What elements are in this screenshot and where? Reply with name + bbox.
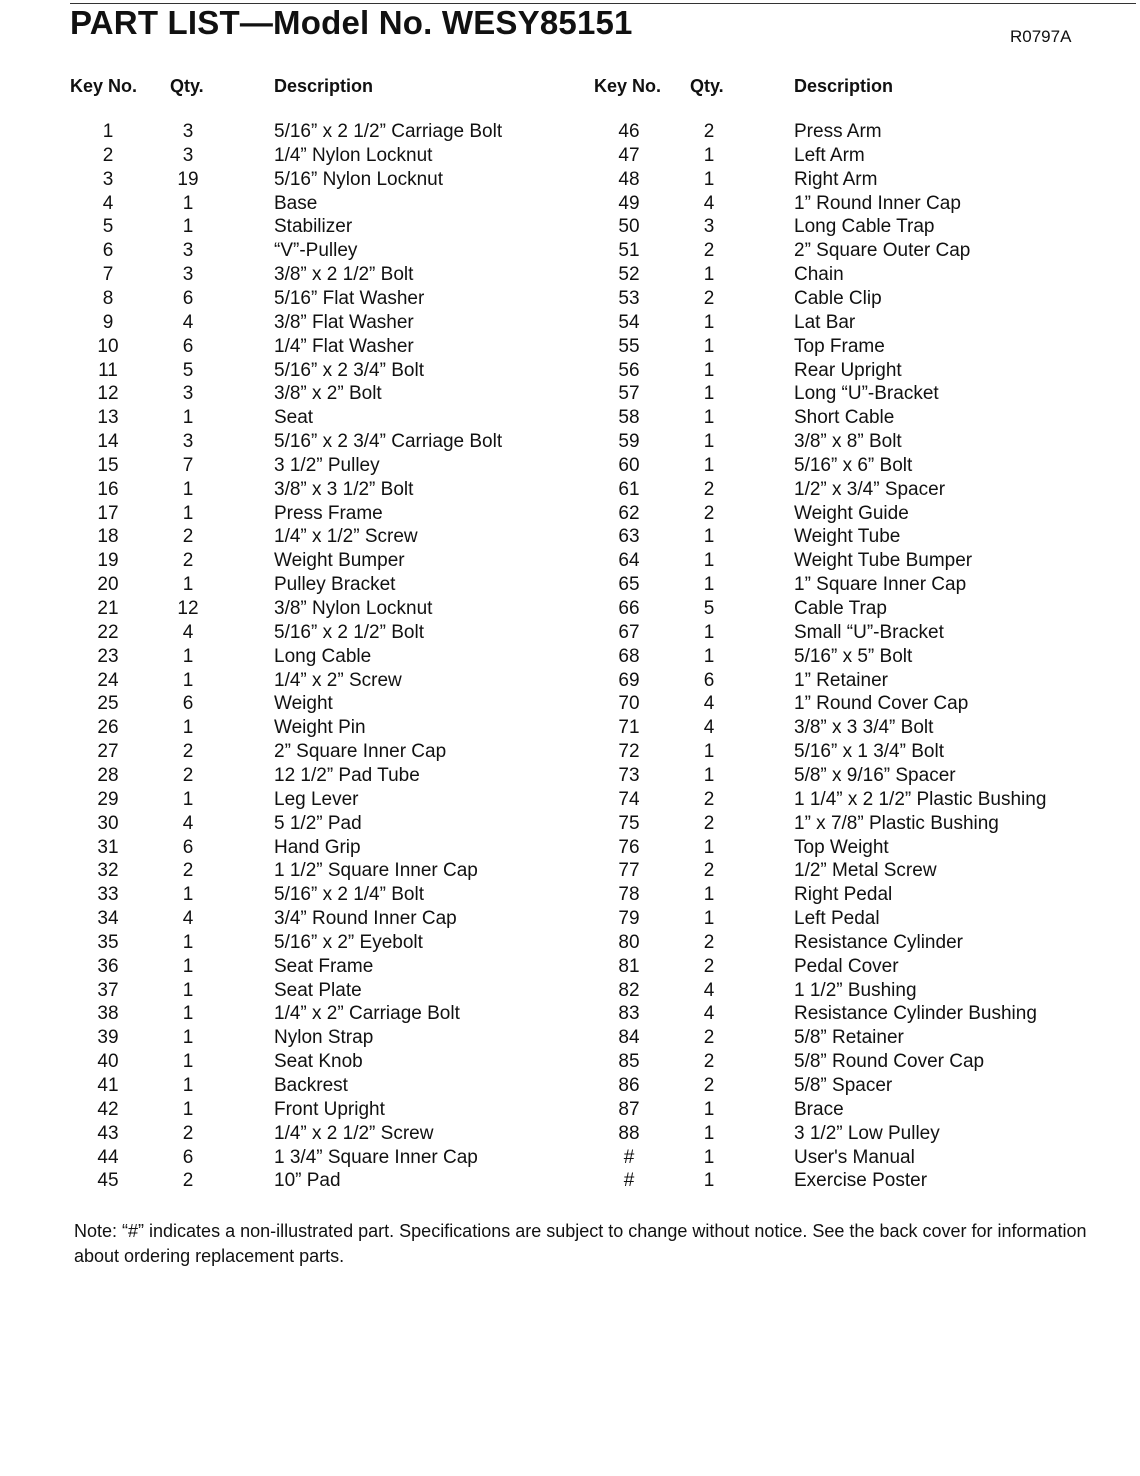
part-qty: 1 bbox=[182, 502, 194, 524]
part-key-no: 18 bbox=[97, 526, 119, 548]
part-qty: 1 bbox=[182, 1027, 194, 1049]
part-key-no: 10 bbox=[97, 335, 119, 357]
part-key-no: 26 bbox=[97, 717, 119, 739]
part-key-no: 66 bbox=[618, 598, 640, 619]
part-qty: 3 bbox=[182, 264, 194, 286]
part-qty: 6 bbox=[182, 693, 194, 715]
part-qty: 4 bbox=[182, 311, 194, 333]
part-description: 1/4” x 1/2” Screw bbox=[274, 526, 418, 548]
part-qty: 1 bbox=[182, 979, 194, 1001]
part-key-no: 34 bbox=[97, 908, 119, 930]
part-qty: 4 bbox=[703, 717, 715, 739]
part-key-no: 1 bbox=[102, 121, 114, 142]
part-description: 1/2” Metal Screw bbox=[794, 860, 937, 882]
part-key-no: # bbox=[623, 1170, 635, 1192]
part-description: 1” x 7/8” Plastic Bushing bbox=[794, 812, 999, 834]
part-qty: 1 bbox=[182, 1075, 194, 1096]
part-key-no: 53 bbox=[618, 287, 640, 309]
part-key-no: 31 bbox=[97, 836, 119, 858]
part-key-no: 17 bbox=[97, 502, 119, 524]
part-qty: 19 bbox=[177, 168, 199, 190]
part-key-no: 8 bbox=[102, 287, 114, 309]
part-key-no: 7 bbox=[102, 264, 114, 286]
part-qty: 4 bbox=[703, 693, 715, 715]
part-description: 1/4” Nylon Locknut bbox=[274, 144, 433, 166]
part-description: Weight Pin bbox=[274, 717, 366, 739]
part-qty: 1 bbox=[182, 478, 194, 500]
page-title: PART LIST—Model No. WESY85151 bbox=[70, 4, 633, 41]
part-qty: 2 bbox=[703, 788, 715, 810]
part-key-no: 36 bbox=[97, 955, 119, 977]
part-key-no: 85 bbox=[618, 1051, 640, 1073]
part-key-no: 71 bbox=[618, 717, 640, 739]
part-key-no: 22 bbox=[97, 621, 119, 643]
part-key-no: 74 bbox=[618, 788, 640, 810]
part-key-no: 50 bbox=[618, 216, 640, 238]
part-key-no: 32 bbox=[97, 860, 119, 882]
part-description: Right Pedal bbox=[794, 884, 893, 906]
part-qty: 1 bbox=[182, 955, 194, 977]
part-qty: 6 bbox=[182, 1146, 194, 1168]
part-key-no: 62 bbox=[618, 502, 640, 524]
part-key-no: 23 bbox=[97, 645, 119, 667]
part-qty: 2 bbox=[703, 478, 715, 500]
part-qty: 4 bbox=[703, 979, 715, 1001]
part-description: Exercise Poster bbox=[794, 1170, 928, 1192]
part-description: User's Manual bbox=[794, 1146, 915, 1168]
left-header-description: Description bbox=[274, 76, 374, 96]
part-description: Short Cable bbox=[794, 407, 895, 429]
part-key-no: 20 bbox=[97, 574, 119, 596]
part-qty: 4 bbox=[703, 1003, 715, 1025]
part-qty: 6 bbox=[182, 335, 194, 357]
part-description: Weight Tube bbox=[794, 526, 901, 548]
part-description: 5/16” x 2 1/2” Carriage Bolt bbox=[274, 121, 503, 142]
part-qty: 1 bbox=[703, 335, 715, 357]
part-qty: 6 bbox=[703, 669, 715, 691]
part-description: 3 1/2” Pulley bbox=[274, 454, 380, 476]
part-key-no: 49 bbox=[618, 192, 640, 214]
part-key-no: 75 bbox=[618, 812, 640, 834]
part-qty: 1 bbox=[703, 311, 715, 333]
part-key-no: 27 bbox=[97, 741, 119, 763]
part-description: 3/8” x 8” Bolt bbox=[794, 431, 902, 453]
part-qty: 1 bbox=[182, 216, 194, 238]
part-key-no: 58 bbox=[618, 407, 640, 429]
part-key-no: 45 bbox=[97, 1170, 119, 1192]
part-qty: 1 bbox=[703, 764, 715, 786]
part-description: 5/16” x 6” Bolt bbox=[794, 454, 913, 476]
part-description: Top Weight bbox=[794, 836, 889, 858]
part-description: 5/16” x 2 3/4” Bolt bbox=[274, 359, 424, 381]
part-description: Seat Plate bbox=[274, 979, 362, 1001]
part-description: Resistance Cylinder bbox=[794, 931, 963, 953]
part-key-no: 29 bbox=[97, 788, 119, 810]
part-key-no: 46 bbox=[618, 121, 640, 142]
part-qty: 1 bbox=[703, 884, 715, 906]
part-qty: 1 bbox=[703, 168, 715, 190]
part-description: Top Frame bbox=[794, 335, 885, 357]
part-key-no: 24 bbox=[97, 669, 119, 691]
part-qty: 3 bbox=[182, 383, 194, 405]
part-qty: 1 bbox=[703, 1122, 715, 1144]
part-qty: 1 bbox=[703, 264, 715, 286]
part-key-no: 79 bbox=[618, 908, 640, 930]
part-description: 2” Square Inner Cap bbox=[274, 741, 447, 763]
part-key-no: 68 bbox=[618, 645, 640, 667]
part-qty: 2 bbox=[182, 1122, 194, 1144]
part-key-no: 39 bbox=[97, 1027, 119, 1049]
part-description: 1” Retainer bbox=[794, 669, 888, 691]
part-description: Weight Tube Bumper bbox=[794, 550, 973, 572]
part-qty: 1 bbox=[182, 407, 194, 429]
part-description: Press Arm bbox=[794, 121, 882, 142]
part-qty: 1 bbox=[703, 431, 715, 453]
part-qty: 2 bbox=[703, 287, 715, 309]
part-key-no: 9 bbox=[102, 311, 114, 333]
part-description: 1/4” Flat Washer bbox=[274, 335, 414, 357]
part-key-no: 48 bbox=[618, 168, 640, 190]
part-key-no: 25 bbox=[97, 693, 119, 715]
part-qty: 1 bbox=[703, 359, 715, 381]
part-key-no: 86 bbox=[618, 1075, 640, 1096]
part-qty: 6 bbox=[182, 836, 194, 858]
part-key-no: 67 bbox=[618, 621, 640, 643]
part-qty: 3 bbox=[182, 121, 194, 142]
part-key-no: 47 bbox=[618, 144, 640, 166]
part-description: 5 1/2” Pad bbox=[274, 812, 362, 834]
part-qty: 1 bbox=[703, 908, 715, 930]
part-qty: 1 bbox=[703, 1098, 715, 1120]
footnote: Note: “#” indicates a non-illustrated part. Specifications are subject to change without notice. See the back cover for information about ordering replacement parts. bbox=[74, 1221, 1087, 1266]
part-qty: 4 bbox=[182, 621, 194, 643]
part-description: Pulley Bracket bbox=[274, 574, 396, 596]
part-qty: 2 bbox=[182, 764, 194, 786]
part-key-no: 15 bbox=[97, 454, 119, 476]
part-description: 5/16” x 2 1/4” Bolt bbox=[274, 884, 424, 906]
part-key-no: 44 bbox=[97, 1146, 119, 1168]
part-description: 2” Square Outer Cap bbox=[794, 240, 971, 262]
part-qty: 1 bbox=[182, 717, 194, 739]
part-description: Left Arm bbox=[794, 144, 865, 166]
part-key-no: # bbox=[623, 1146, 635, 1168]
part-description: 1/4” x 2 1/2” Screw bbox=[274, 1122, 434, 1144]
part-key-no: 57 bbox=[618, 383, 640, 405]
part-qty: 1 bbox=[182, 788, 194, 810]
part-key-no: 59 bbox=[618, 431, 640, 453]
part-qty: 1 bbox=[182, 645, 194, 667]
part-qty: 2 bbox=[703, 860, 715, 882]
part-qty: 1 bbox=[703, 574, 715, 596]
part-key-no: 30 bbox=[97, 812, 119, 834]
part-qty: 2 bbox=[703, 931, 715, 953]
part-description: Hand Grip bbox=[274, 836, 361, 858]
part-description: 5/16” x 2 3/4” Carriage Bolt bbox=[274, 431, 503, 453]
part-qty: 1 bbox=[703, 645, 715, 667]
part-key-no: 61 bbox=[618, 478, 640, 500]
part-qty: 2 bbox=[703, 812, 715, 834]
part-qty: 1 bbox=[182, 884, 194, 906]
part-description: Cable Trap bbox=[794, 598, 887, 619]
part-description: Leg Lever bbox=[274, 788, 359, 810]
part-key-no: 13 bbox=[97, 407, 119, 429]
part-key-no: 72 bbox=[618, 741, 640, 763]
part-qty: 1 bbox=[703, 836, 715, 858]
part-qty: 3 bbox=[182, 431, 194, 453]
part-description: Lat Bar bbox=[794, 311, 856, 333]
part-qty: 7 bbox=[182, 454, 194, 476]
part-description: Right Arm bbox=[794, 168, 878, 190]
right-header-key: Key No. bbox=[594, 76, 662, 96]
part-qty: 1 bbox=[703, 621, 715, 643]
part-qty: 1 bbox=[703, 526, 715, 548]
part-description: 1” Round Inner Cap bbox=[794, 192, 961, 214]
part-description: Small “U”-Bracket bbox=[794, 621, 944, 643]
part-description: Stabilizer bbox=[274, 216, 353, 238]
part-description: Pedal Cover bbox=[794, 955, 899, 977]
part-qty: 1 bbox=[182, 192, 194, 214]
part-description: 3 1/2” Low Pulley bbox=[794, 1122, 940, 1144]
part-qty: 2 bbox=[703, 502, 715, 524]
part-qty: 2 bbox=[182, 860, 194, 882]
part-description: 1/4” x 2” Carriage Bolt bbox=[274, 1003, 460, 1025]
part-qty: 12 bbox=[177, 598, 199, 619]
part-description: Weight Guide bbox=[794, 502, 909, 524]
part-description: 10” Pad bbox=[274, 1170, 341, 1192]
part-key-no: 82 bbox=[618, 979, 640, 1001]
part-qty: 6 bbox=[182, 287, 194, 309]
part-key-no: 28 bbox=[97, 764, 119, 786]
part-qty: 3 bbox=[182, 144, 194, 166]
part-key-no: 77 bbox=[618, 860, 640, 882]
part-qty: 3 bbox=[182, 240, 194, 262]
part-qty: 1 bbox=[703, 1170, 715, 1192]
part-description: 5/8” Retainer bbox=[794, 1027, 904, 1049]
part-description: Seat Knob bbox=[274, 1051, 363, 1073]
part-qty: 2 bbox=[182, 526, 194, 548]
part-qty: 1 bbox=[703, 383, 715, 405]
part-qty: 1 bbox=[182, 574, 194, 596]
part-description: 5/8” x 9/16” Spacer bbox=[794, 764, 956, 786]
part-key-no: 11 bbox=[98, 359, 118, 381]
left-header-qty: Qty. bbox=[170, 76, 204, 96]
left-header-key: Key No. bbox=[70, 76, 138, 96]
part-description: Seat bbox=[274, 407, 314, 429]
part-description: Front Upright bbox=[274, 1098, 385, 1120]
part-key-no: 5 bbox=[102, 216, 114, 238]
part-description: 12 1/2” Pad Tube bbox=[274, 764, 420, 786]
part-key-no: 42 bbox=[97, 1098, 119, 1120]
part-description: Brace bbox=[794, 1098, 844, 1120]
part-qty: 2 bbox=[182, 1170, 194, 1192]
part-description: 3/8” Nylon Locknut bbox=[274, 598, 433, 619]
part-qty: 1 bbox=[182, 1003, 194, 1025]
part-key-no: 65 bbox=[618, 574, 640, 596]
part-description: 3/4” Round Inner Cap bbox=[274, 908, 457, 930]
part-description: Weight bbox=[274, 693, 333, 715]
part-qty: 1 bbox=[703, 550, 715, 572]
part-description: 5/16” Flat Washer bbox=[274, 287, 425, 309]
part-key-no: 33 bbox=[97, 884, 119, 906]
part-key-no: 55 bbox=[618, 335, 640, 357]
part-description: Resistance Cylinder Bushing bbox=[794, 1003, 1037, 1025]
part-description: Press Frame bbox=[274, 502, 383, 524]
part-key-no: 43 bbox=[97, 1122, 119, 1144]
part-key-no: 35 bbox=[97, 931, 119, 953]
part-key-no: 2 bbox=[102, 144, 114, 166]
part-qty: 2 bbox=[182, 741, 194, 763]
part-qty: 3 bbox=[703, 216, 715, 238]
part-qty: 2 bbox=[703, 240, 715, 262]
right-header-description: Description bbox=[794, 76, 894, 96]
part-qty: 1 bbox=[703, 741, 715, 763]
part-description: 1” Round Cover Cap bbox=[794, 693, 969, 715]
part-key-no: 69 bbox=[618, 669, 640, 691]
part-key-no: 21 bbox=[97, 598, 119, 619]
part-key-no: 52 bbox=[618, 264, 640, 286]
part-key-no: 81 bbox=[618, 955, 640, 977]
part-description: Backrest bbox=[274, 1075, 348, 1096]
part-key-no: 6 bbox=[102, 240, 114, 262]
part-qty: 5 bbox=[182, 359, 194, 381]
part-key-no: 84 bbox=[618, 1027, 640, 1049]
part-qty: 1 bbox=[182, 1098, 194, 1120]
part-description: Weight Bumper bbox=[274, 550, 405, 572]
part-qty: 1 bbox=[182, 1051, 194, 1073]
part-description: “V”-Pulley bbox=[274, 240, 358, 262]
part-description: 5/16” Nylon Locknut bbox=[274, 168, 443, 190]
part-description: Long “U”-Bracket bbox=[794, 383, 939, 405]
part-qty: 1 bbox=[703, 144, 715, 166]
part-key-no: 73 bbox=[618, 764, 640, 786]
part-description: 1” Square Inner Cap bbox=[794, 574, 967, 596]
part-key-no: 80 bbox=[618, 931, 640, 953]
part-key-no: 19 bbox=[97, 550, 119, 572]
part-description: 3/8” x 3 1/2” Bolt bbox=[274, 478, 414, 500]
part-description: Chain bbox=[794, 264, 844, 286]
part-qty: 4 bbox=[182, 812, 194, 834]
part-description: 3/8” x 2 1/2” Bolt bbox=[274, 264, 414, 286]
part-key-no: 63 bbox=[618, 526, 640, 548]
right-header-qty: Qty. bbox=[690, 76, 724, 96]
part-key-no: 41 bbox=[97, 1075, 119, 1096]
part-key-no: 78 bbox=[618, 884, 640, 906]
part-description: Rear Upright bbox=[794, 359, 902, 381]
part-qty: 5 bbox=[703, 598, 715, 619]
part-qty: 2 bbox=[703, 1051, 715, 1073]
part-description: Cable Clip bbox=[794, 287, 882, 309]
part-description: 5/16” x 2 1/2” Bolt bbox=[274, 621, 424, 643]
document-code: R0797A bbox=[1010, 27, 1072, 46]
part-description: Long Cable Trap bbox=[794, 216, 935, 238]
part-description: 5/8” Spacer bbox=[794, 1075, 893, 1096]
part-key-no: 51 bbox=[618, 240, 640, 262]
part-key-no: 37 bbox=[97, 979, 119, 1001]
part-key-no: 56 bbox=[618, 359, 640, 381]
part-key-no: 12 bbox=[97, 383, 119, 405]
part-description: 1 1/4” x 2 1/2” Plastic Bushing bbox=[794, 788, 1047, 810]
part-description: 1 1/2” Bushing bbox=[794, 979, 917, 1001]
part-description: 1/2” x 3/4” Spacer bbox=[794, 478, 946, 500]
part-description: Seat Frame bbox=[274, 955, 374, 977]
part-qty: 2 bbox=[703, 1075, 715, 1096]
part-description: Long Cable bbox=[274, 645, 372, 667]
part-qty: 2 bbox=[703, 955, 715, 977]
part-description: Base bbox=[274, 192, 318, 214]
part-description: 5/16” x 1 3/4” Bolt bbox=[794, 741, 944, 763]
part-description: 5/16” x 5” Bolt bbox=[794, 645, 913, 667]
part-qty: 4 bbox=[182, 908, 194, 930]
part-description: Left Pedal bbox=[794, 908, 880, 930]
part-description: 1 1/2” Square Inner Cap bbox=[274, 860, 478, 882]
part-key-no: 40 bbox=[97, 1051, 119, 1073]
part-qty: 1 bbox=[182, 669, 194, 691]
part-qty: 1 bbox=[703, 454, 715, 476]
part-qty: 2 bbox=[182, 550, 194, 572]
part-key-no: 4 bbox=[102, 192, 114, 214]
part-key-no: 14 bbox=[97, 431, 119, 453]
part-qty: 4 bbox=[703, 192, 715, 214]
part-key-no: 83 bbox=[618, 1003, 640, 1025]
part-key-no: 76 bbox=[618, 836, 640, 858]
part-qty: 1 bbox=[182, 931, 194, 953]
part-qty: 1 bbox=[703, 407, 715, 429]
part-key-no: 64 bbox=[618, 550, 640, 572]
part-description: 3/8” x 2” Bolt bbox=[274, 383, 382, 405]
part-key-no: 38 bbox=[97, 1003, 119, 1025]
part-qty: 1 bbox=[703, 1146, 715, 1168]
part-description: 5/8” Round Cover Cap bbox=[794, 1051, 985, 1073]
part-key-no: 70 bbox=[618, 693, 640, 715]
part-description: 1/4” x 2” Screw bbox=[274, 669, 402, 691]
part-description: Nylon Strap bbox=[274, 1027, 374, 1049]
part-key-no: 16 bbox=[97, 478, 119, 500]
part-description: 5/16” x 2” Eyebolt bbox=[274, 931, 423, 953]
part-description: 3/8” Flat Washer bbox=[274, 311, 414, 333]
part-description: 3/8” x 3 3/4” Bolt bbox=[794, 717, 934, 739]
part-key-no: 54 bbox=[618, 311, 640, 333]
part-description: 1 3/4” Square Inner Cap bbox=[274, 1146, 478, 1168]
part-qty: 2 bbox=[703, 121, 715, 142]
part-key-no: 87 bbox=[618, 1098, 640, 1120]
part-key-no: 3 bbox=[102, 168, 114, 190]
part-qty: 2 bbox=[703, 1027, 715, 1049]
part-key-no: 60 bbox=[618, 454, 640, 476]
part-key-no: 88 bbox=[618, 1122, 640, 1144]
